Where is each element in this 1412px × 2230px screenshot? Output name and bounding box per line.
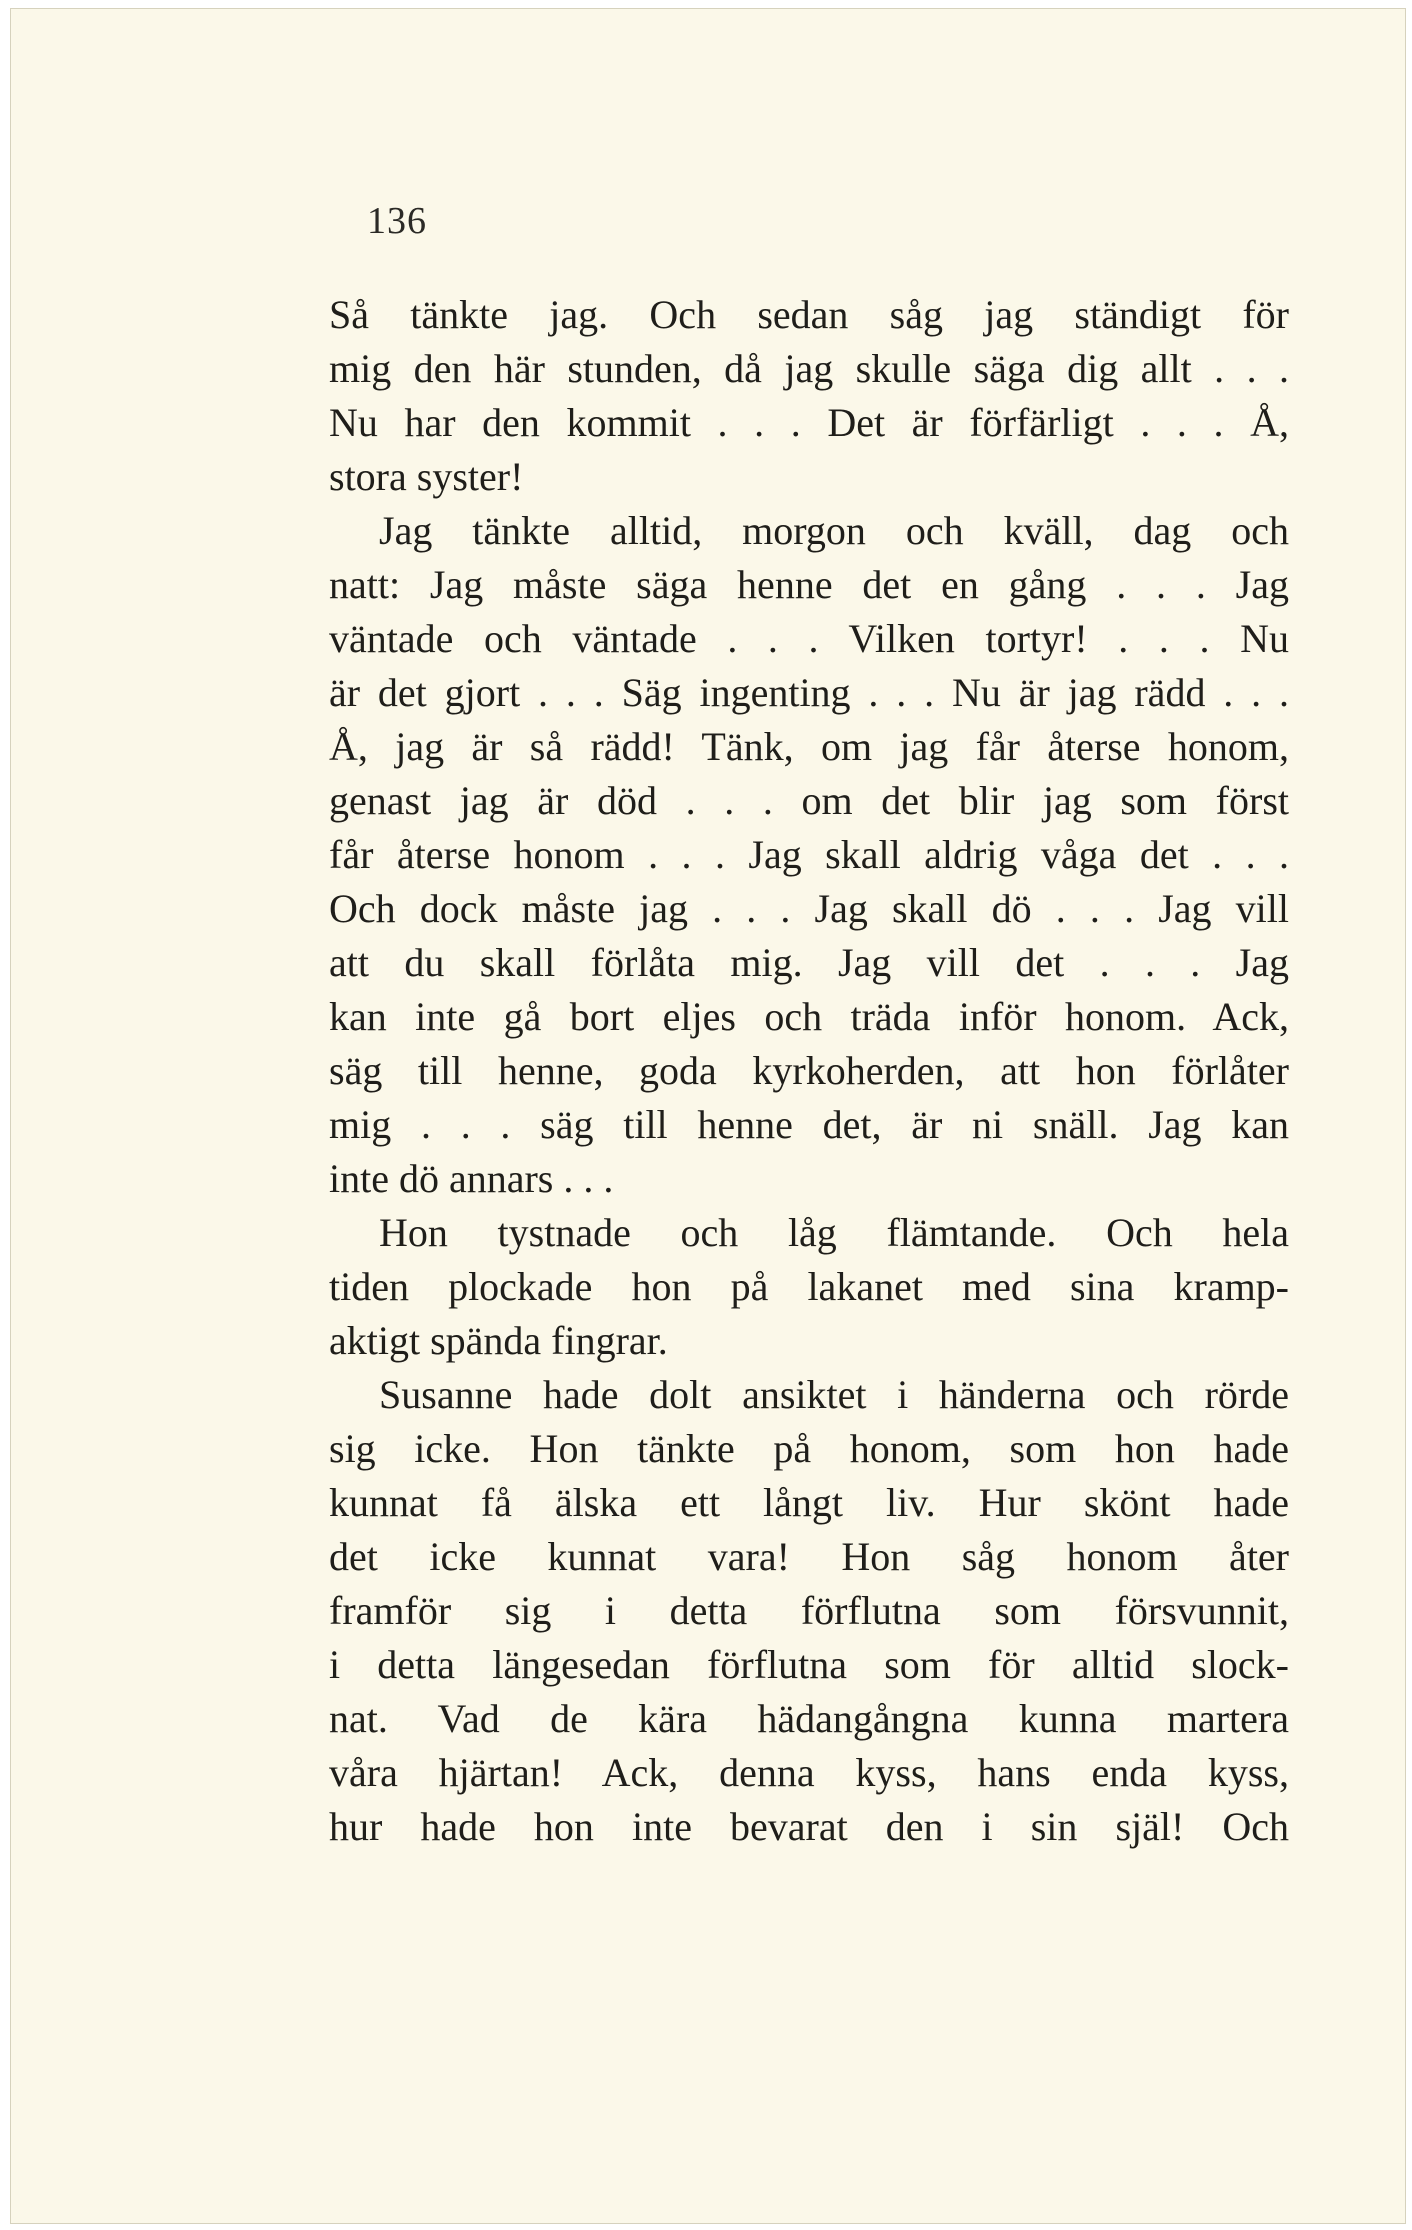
body-text <box>329 288 1289 1854</box>
text-line: i detta längesedan förflutna som för alltid slock- <box>329 1642 1289 1687</box>
text-line: det icke kunnat vara! Hon såg honom åter <box>329 1534 1289 1579</box>
text-line: hur hade hon inte bevarat den i sin själ! Och <box>329 1804 1289 1849</box>
text-line: Så tänkte jag. Och sedan såg jag ständigt för <box>329 292 1289 337</box>
text-line: är det gjort . . . Säg ingenting . . . Nu är jag rädd . . . <box>329 670 1289 715</box>
text-line: inte dö annars . . . <box>329 1156 614 1201</box>
text-line: att du skall förlåta mig. Jag vill det . . . Jag <box>329 940 1289 985</box>
book-page <box>10 8 1406 2224</box>
text-line: natt: Jag måste säga henne det en gång . . . Jag <box>329 562 1289 607</box>
text-line: får återse honom . . . Jag skall aldrig våga det . . . <box>329 832 1289 877</box>
text-line: framför sig i detta förflutna som försvunnit, <box>329 1588 1289 1633</box>
page-number: 136 <box>367 200 427 242</box>
text-line: våra hjärtan! Ack, denna kyss, hans enda kyss, <box>329 1750 1289 1795</box>
text-line: kan inte gå bort eljes och träda inför honom. Ack, <box>329 994 1289 1039</box>
text-line: genast jag är död . . . om det blir jag som först <box>329 778 1289 823</box>
text-line: mig den här stunden, då jag skulle säga dig allt . . . <box>329 346 1289 391</box>
text-line: Hon tystnade och låg flämtande. Och hela <box>379 1210 1289 1255</box>
text-line: kunnat få älska ett långt liv. Hur skönt hade <box>329 1480 1289 1525</box>
text-line: Å, jag är så rädd! Tänk, om jag får återse honom, <box>329 724 1289 769</box>
text-line: Och dock måste jag . . . Jag skall dö . . . Jag vill <box>329 886 1289 931</box>
text-line: Nu har den kommit . . . Det är förfärligt . . . Å, <box>329 400 1289 445</box>
text-line: Susanne hade dolt ansiktet i händerna och rörde <box>379 1372 1289 1417</box>
text-line: mig . . . säg till henne det, är ni snäll. Jag kan <box>329 1102 1289 1147</box>
text-line: stora syster! <box>329 454 524 499</box>
text-line: säg till henne, goda kyrkoherden, att hon förlåter <box>329 1048 1289 1093</box>
text-line: nat. Vad de kära hädangångna kunna martera <box>329 1696 1289 1741</box>
text-line: sig icke. Hon tänkte på honom, som hon hade <box>329 1426 1289 1471</box>
text-line: aktigt spända fingrar. <box>329 1318 668 1363</box>
text-line: väntade och väntade . . . Vilken tortyr! . . . Nu <box>329 616 1289 661</box>
text-line: Jag tänkte alltid, morgon och kväll, dag och <box>379 508 1289 553</box>
text-line: tiden plockade hon på lakanet med sina kramp- <box>329 1264 1289 1309</box>
